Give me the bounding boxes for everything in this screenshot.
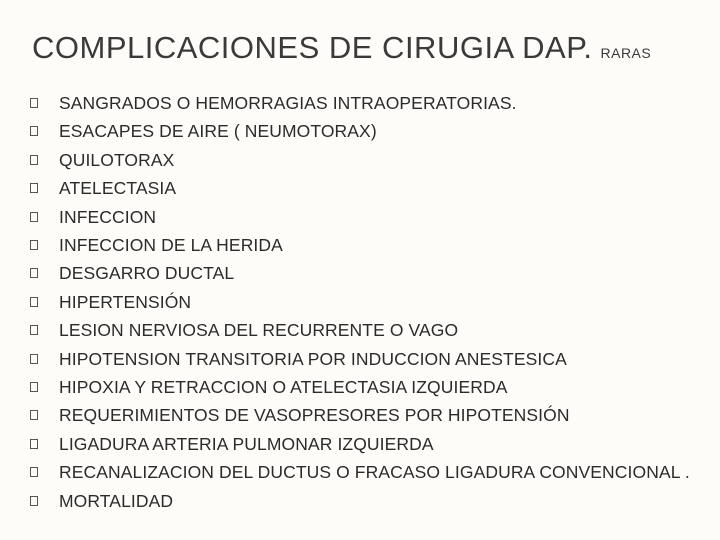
slide-title xyxy=(32,30,651,66)
square-bullet-icon xyxy=(30,126,38,136)
list-item xyxy=(30,401,700,429)
list-item-text: HIPERTENSIÓN xyxy=(59,291,192,312)
square-bullet-icon xyxy=(30,496,38,506)
bullet-list xyxy=(30,89,700,516)
list-item-text: LESION NERVIOSA DEL RECURRENTE O VAGO xyxy=(59,320,459,341)
list-item xyxy=(30,316,700,344)
list-item-text: RECANALIZACION DEL DUCTUS O FRACASO LIGADURA CONVENCIONAL . xyxy=(59,462,690,483)
square-bullet-icon xyxy=(30,297,38,307)
list-item xyxy=(30,203,700,231)
square-bullet-icon xyxy=(30,155,38,165)
list-item xyxy=(30,430,700,458)
list-item xyxy=(30,487,700,515)
list-item-text: REQUERIMIENTOS DE VASOPRESORES POR HIPOTENSIÓN xyxy=(59,405,570,426)
square-bullet-icon xyxy=(30,354,38,364)
list-item xyxy=(30,174,700,202)
list-item-text: QUILOTORAX xyxy=(59,149,175,170)
list-item xyxy=(30,373,700,401)
square-bullet-icon xyxy=(30,268,38,278)
list-item-text: MORTALIDAD xyxy=(59,491,174,512)
list-item xyxy=(30,231,700,259)
title-suffix: RARAS xyxy=(600,45,652,61)
list-item-text: ESACAPES DE AIRE ( NEUMOTORAX) xyxy=(59,121,377,142)
list-item-text: HIPOXIA Y RETRACCION O ATELECTASIA IZQUIERDA xyxy=(59,377,508,398)
square-bullet-icon xyxy=(30,98,38,108)
list-item xyxy=(30,458,700,487)
square-bullet-icon xyxy=(30,467,38,477)
list-item-text: SANGRADOS O HEMORRAGIAS INTRAOPERATORIAS. xyxy=(59,93,517,113)
list-item xyxy=(30,288,700,316)
square-bullet-icon xyxy=(30,240,38,250)
list-item-text: DESGARRO DUCTAL xyxy=(59,263,235,284)
list-item-text: INFECCION DE LA HERIDA xyxy=(59,235,283,256)
title-text: COMPLICACIONES DE CIRUGIA DAP. xyxy=(32,30,593,65)
list-item-text: ATELECTASIA xyxy=(59,178,177,199)
square-bullet-icon xyxy=(30,382,38,392)
square-bullet-icon xyxy=(30,212,38,222)
list-item-text: HIPOTENSION TRANSITORIA POR INDUCCION ANESTESICA xyxy=(59,348,567,369)
list-item-text: LIGADURA ARTERIA PULMONAR IZQUIERDA xyxy=(59,433,434,454)
list-item-text: INFECCION xyxy=(59,206,157,227)
list-item xyxy=(30,117,700,145)
square-bullet-icon xyxy=(30,439,38,449)
square-bullet-icon xyxy=(30,183,38,193)
list-item xyxy=(30,259,700,287)
square-bullet-icon xyxy=(30,325,38,335)
list-item xyxy=(30,146,700,174)
list-item xyxy=(30,89,700,117)
square-bullet-icon xyxy=(30,410,38,420)
list-item xyxy=(30,345,700,373)
